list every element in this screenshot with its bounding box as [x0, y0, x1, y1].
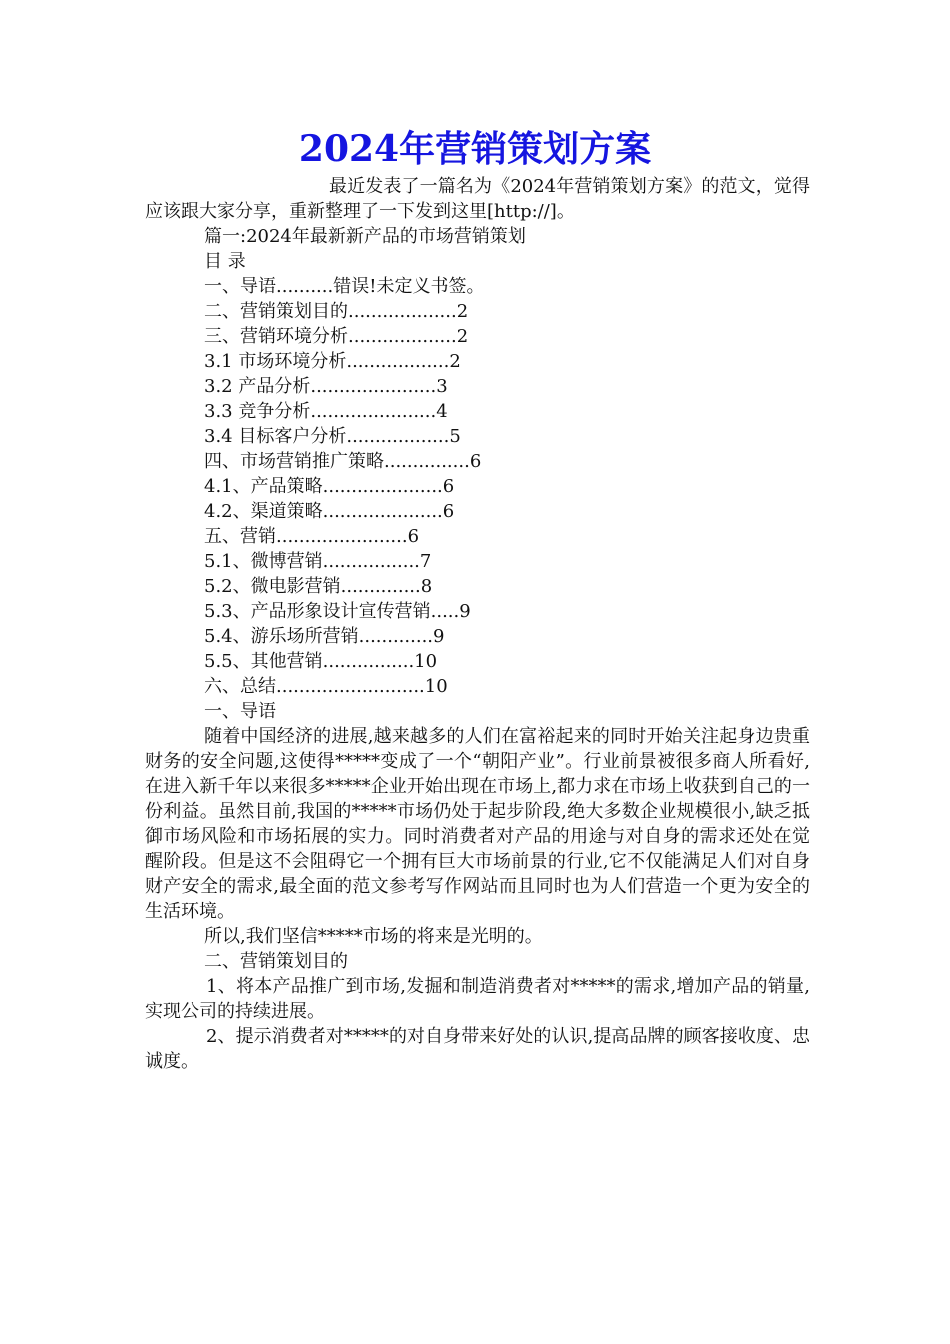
table-of-contents — [145, 274, 810, 699]
toc-item: 3.3 竞争分析......................4 — [204, 401, 448, 422]
toc-item: 五、营销.......................6 — [204, 526, 420, 547]
toc-item: 二、营销策划目的...................2 — [204, 301, 469, 322]
toc-item: 4.1、产品策略.....................6 — [204, 476, 455, 497]
toc-item: 四、市场营销推广策略...............6 — [204, 451, 482, 472]
intro-paragraph: 最近发表了一篇名为《2024年营销策划方案》的范文，觉得应该跟大家分享，重新整理了一下发到这里[http://]。 — [145, 176, 810, 222]
toc-item: 5.4、游乐场所营销.............9 — [204, 626, 445, 647]
heading-marketing-goals: 二、营销策划目的 — [204, 951, 348, 972]
toc-item: 3.1 市场环境分析..................2 — [204, 351, 461, 372]
heading-introduction: 一、导语 — [204, 701, 276, 722]
body-paragraph: 随着中国经济的进展,越来越多的人们在富裕起来的同时开始关注起身边贵重财务的安全问题,这使得*****变成了一个“朝阳产业”。行业前景被很多商人所看好,在进入新千年以来很多*****企业开始出现在市场上,都力求在市场上收获到自己的一份利益。虽然目前,我国的*****市场仍处于起步阶段,绝大多数企业规模很小,缺乏抵御市场风险和市场拓展的实力。同时消费者对产品的用途与对自身的需求还处在觉醒阶段。但是这不会阻碍它一个拥有巨大市场前景的行业,它不仅能满足人们对自身财产安全的需求,最全面的范文参考写作网站而且同时也为人们营造一个更为安全的生活环境。 — [145, 726, 810, 922]
toc-item: 5.5、其他营销................10 — [204, 651, 438, 672]
body-paragraph: 1、将本产品推广到市场,发掘和制造消费者对*****的需求,增加产品的销量,实现公司的持续进展。 — [145, 976, 810, 1022]
toc-item: 4.2、渠道策略.....................6 — [204, 501, 455, 522]
toc-item: 三、营销环境分析...................2 — [204, 326, 469, 347]
body-paragraph: 所以,我们坚信*****市场的将来是光明的。 — [204, 926, 543, 947]
toc-heading: 目 录 — [204, 251, 246, 272]
toc-item: 5.1、微博营销.................7 — [204, 551, 432, 572]
toc-item: 3.4 目标客户分析..................5 — [204, 426, 461, 447]
body-paragraph: 2、提示消费者对*****的对自身带来好处的认识,提高品牌的顾客接收度、忠诚度。 — [145, 1026, 810, 1072]
toc-item: 5.2、微电影营销..............8 — [204, 576, 433, 597]
toc-item: 六、总结..........................10 — [204, 676, 448, 697]
toc-item: 5.3、产品形象设计宣传营销.....9 — [204, 601, 471, 622]
toc-item: 一、导语..........错误!未定义书签。 — [204, 276, 485, 297]
toc-item: 3.2 产品分析......................3 — [204, 376, 448, 397]
document-body — [145, 174, 810, 1074]
document-title: 2024年营销策划方案 — [298, 128, 652, 170]
section-heading: 篇一:2024年最新新产品的市场营销策划 — [204, 226, 526, 247]
